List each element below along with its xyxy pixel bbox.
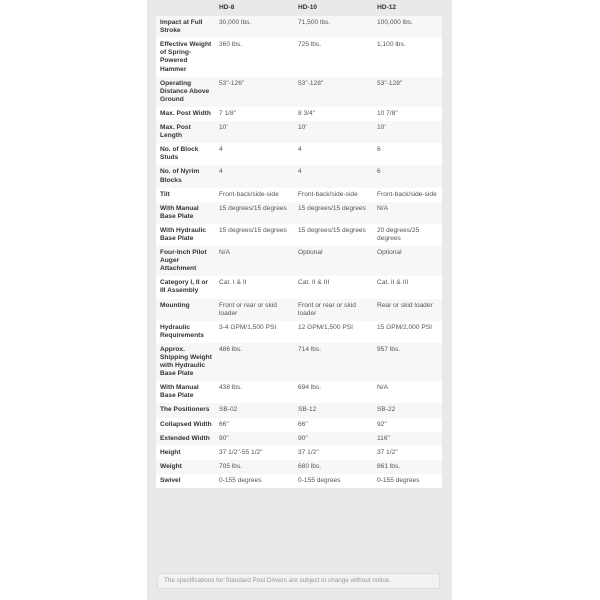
cell-hd-8: SB-02: [219, 406, 238, 414]
table-row: [156, 299, 442, 321]
cell-hd-12: 116": [377, 434, 390, 442]
cell-hd-12: Rear or skid loader: [377, 301, 433, 309]
row-label: Approx. Shipping Weight with Hydraulic Base Plate: [160, 345, 212, 378]
cell-hd-12: 100,000 lbs.: [377, 19, 413, 27]
row-label: Max. Post Width: [160, 109, 211, 117]
table-row: [156, 343, 442, 381]
disclaimer-note: The specifications for Standard Post Drivers are subject to change without notice.: [157, 573, 440, 589]
cell-hd-12: 37 1/2": [377, 448, 398, 456]
cell-hd-12: N/A: [377, 384, 388, 392]
table-row: [156, 246, 442, 276]
cell-hd-8: 4: [219, 168, 223, 176]
row-label: Collapsed Width: [160, 420, 212, 428]
cell-hd-8: 66": [219, 420, 229, 428]
table-header-row: [156, 0, 442, 16]
cell-hd-8: 7 1/8": [219, 109, 237, 117]
table-row: [156, 143, 442, 165]
row-label: Four-Inch Pilot Auger Attachment: [160, 249, 207, 273]
row-label: Height: [160, 448, 181, 456]
header-hd-12: HD-12: [373, 0, 442, 16]
row-label: Hydraulic Requirements: [160, 323, 204, 339]
cell-hd-12: 53"-128": [377, 79, 403, 87]
cell-hd-10: 66": [298, 420, 308, 428]
table-row: [156, 202, 442, 224]
table-row: [156, 381, 442, 403]
cell-hd-10: 4: [298, 146, 302, 154]
row-label: Effective Weight of Spring-Powered Hammer: [160, 41, 212, 73]
header-hd-10: HD-10: [294, 0, 373, 16]
cell-hd-8: 90": [219, 434, 229, 442]
cell-hd-12: 1,100 lbs.: [377, 41, 406, 49]
header-hd-8: HD-8: [215, 0, 294, 16]
row-label: Tilt: [160, 190, 170, 198]
cell-hd-12: 0-155 degrees: [377, 476, 420, 484]
cell-hd-12: 20 degrees/25 degrees: [377, 226, 420, 242]
table-row: [156, 38, 442, 76]
cell-hd-10: 53"-128": [298, 79, 324, 87]
cell-hd-10: 694 lbs.: [298, 384, 322, 392]
row-label: No. of Block Studs: [160, 146, 199, 162]
cell-hd-12: 6: [377, 168, 381, 176]
cell-hd-8: 10': [219, 124, 228, 132]
row-label: Impact at Full Stroke: [160, 19, 203, 35]
row-label: No. of Nyrim Blocks: [160, 168, 200, 184]
cell-hd-8: 15 degrees/15 degrees: [219, 204, 287, 212]
cell-hd-8: 486 lbs.: [219, 345, 243, 353]
table-row: [156, 121, 442, 143]
cell-hd-10: 8 3/4": [298, 109, 316, 117]
table-row: [156, 77, 442, 107]
cell-hd-10: 71,500 lbs.: [298, 19, 331, 27]
table-row: [156, 188, 442, 202]
cell-hd-8: 15 degrees/15 degrees: [219, 226, 287, 234]
cell-hd-10: 714 lbs.: [298, 345, 322, 353]
cell-hd-10: 15 degrees/15 degrees: [298, 226, 366, 234]
table-row: [156, 107, 442, 121]
table-row: [156, 224, 442, 246]
cell-hd-8: 53"-126": [219, 79, 245, 87]
cell-hd-12: 10 7/8": [377, 109, 398, 117]
table-row: [156, 321, 442, 343]
cell-hd-10: SB-12: [298, 406, 317, 414]
cell-hd-8: 438 lbs.: [219, 384, 243, 392]
row-label: The Positioners: [160, 406, 210, 414]
table-row: [156, 418, 442, 432]
cell-hd-12: 15 GPM/2,000 PSI: [377, 323, 432, 331]
cell-hd-12: Optional: [377, 249, 402, 257]
header-corner: [156, 0, 215, 16]
cell-hd-10: 15 degrees/15 degrees: [298, 204, 366, 212]
row-label: Max. Post Length: [160, 124, 191, 140]
cell-hd-8: 37 1/2"-55 1/2": [219, 448, 263, 456]
cell-hd-10: Front or rear or skid loader: [298, 301, 356, 317]
table-body: [156, 16, 442, 488]
row-label: Operating Distance Above Ground: [160, 79, 210, 103]
cell-hd-8: N/A: [219, 249, 230, 257]
cell-hd-8: Front-back/side-side: [219, 190, 279, 198]
row-label: With Manual Base Plate: [160, 384, 199, 400]
spec-panel: [147, 0, 452, 600]
cell-hd-10: 37 1/2": [298, 448, 319, 456]
specifications-table: [156, 0, 442, 488]
cell-hd-10: 12 GPM/1,500 PSI: [298, 323, 353, 331]
table-row: [156, 276, 442, 298]
row-label: With Hydraulic Base Plate: [160, 226, 207, 242]
cell-hd-8: Cat. I & II: [219, 279, 247, 287]
cell-hd-10: 90": [298, 434, 308, 442]
row-label: With Manual Base Plate: [160, 204, 199, 220]
cell-hd-12: Cat. II & III: [377, 279, 409, 287]
cell-hd-8: 30,000 lbs.: [219, 19, 252, 27]
row-label: Mounting: [160, 301, 190, 309]
table-row: [156, 460, 442, 474]
cell-hd-10: Optional: [298, 249, 323, 257]
cell-hd-12: Front-back/side-side: [377, 190, 437, 198]
cell-hd-10: Cat. II & III: [298, 279, 330, 287]
cell-hd-12: SB-22: [377, 406, 396, 414]
table-row: [156, 446, 442, 460]
cell-hd-12: N/A: [377, 204, 388, 212]
table-row: [156, 474, 442, 488]
cell-hd-12: 92": [377, 420, 387, 428]
cell-hd-10: Front-back/side-side: [298, 190, 358, 198]
cell-hd-10: 10': [298, 124, 307, 132]
cell-hd-10: 725 lbs.: [298, 41, 322, 49]
row-label: Category I, II or III Assembly: [160, 279, 208, 295]
cell-hd-8: 0-155 degrees: [219, 476, 262, 484]
cell-hd-8: Front or rear or skid loader: [219, 301, 277, 317]
cell-hd-8: 360 lbs.: [219, 41, 243, 49]
table-row: [156, 165, 442, 187]
cell-hd-12: 10': [377, 124, 386, 132]
table-row: [156, 432, 442, 446]
cell-hd-10: 4: [298, 168, 302, 176]
cell-hd-10: 680 lbs.: [298, 462, 322, 470]
cell-hd-12: 6: [377, 146, 381, 154]
cell-hd-10: 0-155 degrees: [298, 476, 341, 484]
cell-hd-8: 4: [219, 146, 223, 154]
row-label: Extended Width: [160, 434, 210, 442]
cell-hd-12: 861 lbs.: [377, 462, 401, 470]
row-label: Swivel: [160, 476, 181, 484]
table-row: [156, 16, 442, 38]
row-label: Weight: [160, 462, 182, 470]
cell-hd-12: 957 lbs.: [377, 345, 401, 353]
table-row: [156, 403, 442, 417]
cell-hd-8: 3-4 GPM/1,500 PSI: [219, 323, 277, 331]
cell-hd-8: 705 lbs.: [219, 462, 243, 470]
